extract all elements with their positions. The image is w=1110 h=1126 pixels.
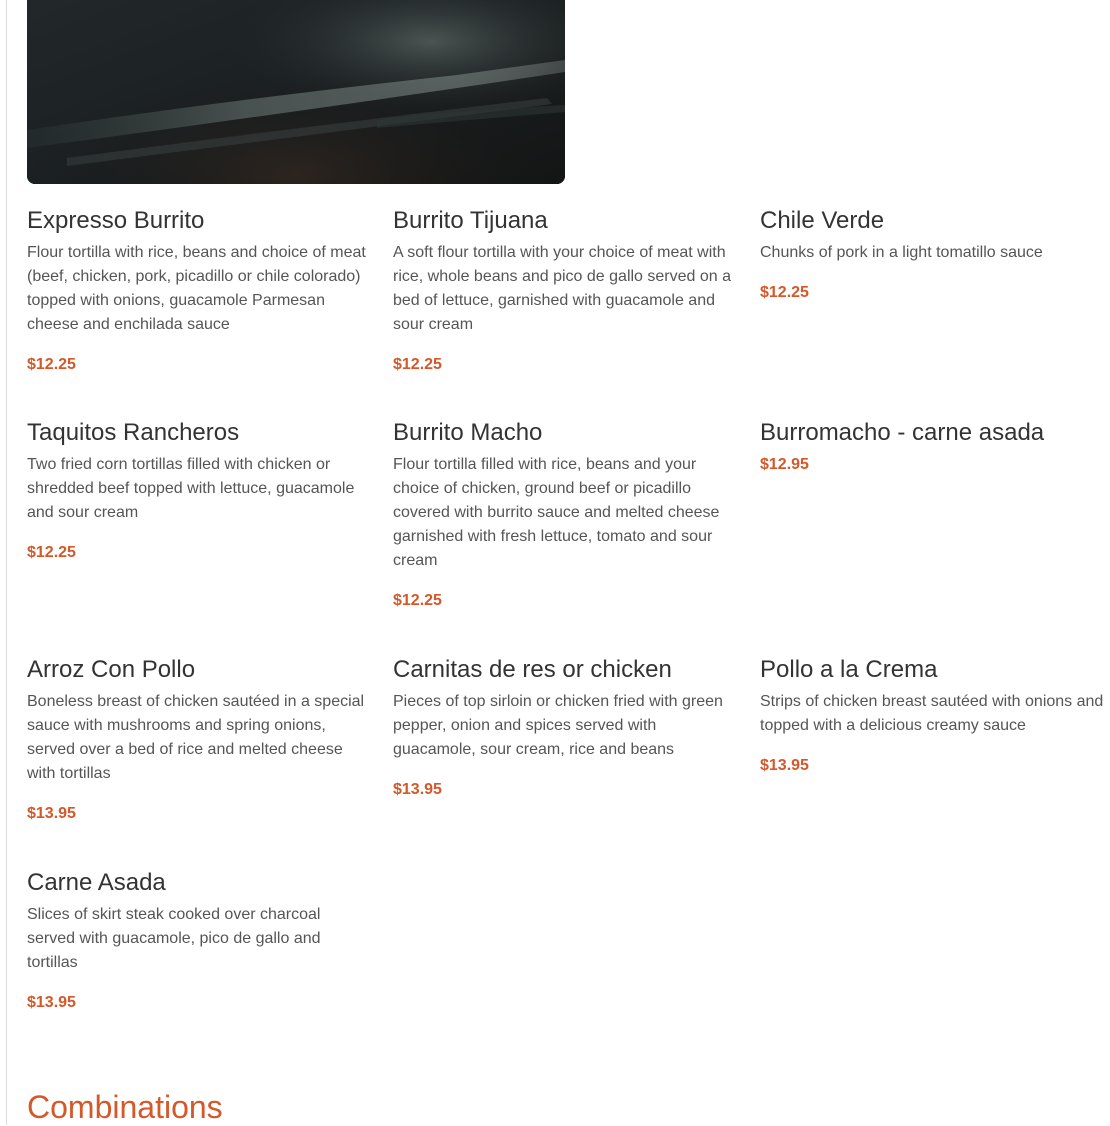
menu-item[interactable] xyxy=(760,656,1105,778)
item-price: $12.25 xyxy=(27,544,76,561)
left-divider xyxy=(6,0,7,1125)
item-description: Chunks of pork in a light tomatillo sauce xyxy=(760,244,1043,261)
item-description: Flour tortilla filled with rice, beans and your choice of chicken, ground beef or picadillo covered with burrito sauce and melted cheese garnished with fresh lettuce, tomato and sour cream xyxy=(393,456,720,569)
item-price: $13.95 xyxy=(27,805,76,822)
menu-item[interactable] xyxy=(393,656,738,802)
item-price: $12.25 xyxy=(760,284,809,301)
item-price: $13.95 xyxy=(393,781,442,798)
item-name: Carne Asada xyxy=(27,869,166,896)
menu-item[interactable] xyxy=(27,869,372,1015)
item-name: Pollo a la Crema xyxy=(760,656,938,683)
item-price: $13.95 xyxy=(27,994,76,1011)
menu-item[interactable] xyxy=(760,419,1105,477)
item-name: Expresso Burrito xyxy=(27,207,205,234)
item-name: Burrito Tijuana xyxy=(393,207,548,234)
item-description: Strips of chicken breast sautéed with onions and topped with a delicious creamy sauce xyxy=(760,693,1104,734)
menu-item[interactable] xyxy=(27,656,372,826)
dish-photo xyxy=(27,0,565,184)
menu-item[interactable] xyxy=(393,419,738,613)
item-description: Two fried corn tortillas filled with chicken or shredded beef topped with lettuce, guacamole and sour cream xyxy=(27,456,355,521)
item-description: Pieces of top sirloin or chicken fried with green pepper, onion and spices served with guacamole, sour cream, rice and beans xyxy=(393,693,723,758)
menu-item[interactable] xyxy=(760,207,1105,305)
item-description: A soft flour tortilla with your choice of meat with rice, whole beans and pico de gallo served on a bed of lettuce, garnished with guacamole and sour cream xyxy=(393,244,731,333)
item-name: Burrito Macho xyxy=(393,419,543,446)
item-name: Chile Verde xyxy=(760,207,885,234)
item-name: Carnitas de res or chicken xyxy=(393,656,672,683)
item-description: Slices of skirt steak cooked over charcoal served with guacamole, pico de gallo and tortillas xyxy=(27,906,321,971)
item-name: Arroz Con Pollo xyxy=(27,656,196,683)
item-description: Boneless breast of chicken sautéed in a special sauce with mushrooms and spring onions, served over a bed of rice and melted cheese with tortillas xyxy=(27,693,365,782)
item-price: $12.25 xyxy=(27,356,76,373)
menu-item[interactable] xyxy=(393,207,738,377)
menu-item[interactable] xyxy=(27,207,372,377)
item-price: $12.25 xyxy=(393,356,442,373)
section-heading-combinations: Combinations xyxy=(27,1089,223,1125)
item-name: Taquitos Rancheros xyxy=(27,419,240,446)
item-price: $12.25 xyxy=(393,592,442,609)
menu-item[interactable] xyxy=(27,419,372,565)
item-price: $12.95 xyxy=(760,456,809,473)
item-name: Burromacho - carne asada xyxy=(760,419,1045,446)
item-price: $13.95 xyxy=(760,757,809,774)
item-description: Flour tortilla with rice, beans and choice of meat (beef, chicken, pork, picadillo or chile colorado) topped with onions, guacamole Parmesan cheese and enchilada sauce xyxy=(27,244,366,333)
